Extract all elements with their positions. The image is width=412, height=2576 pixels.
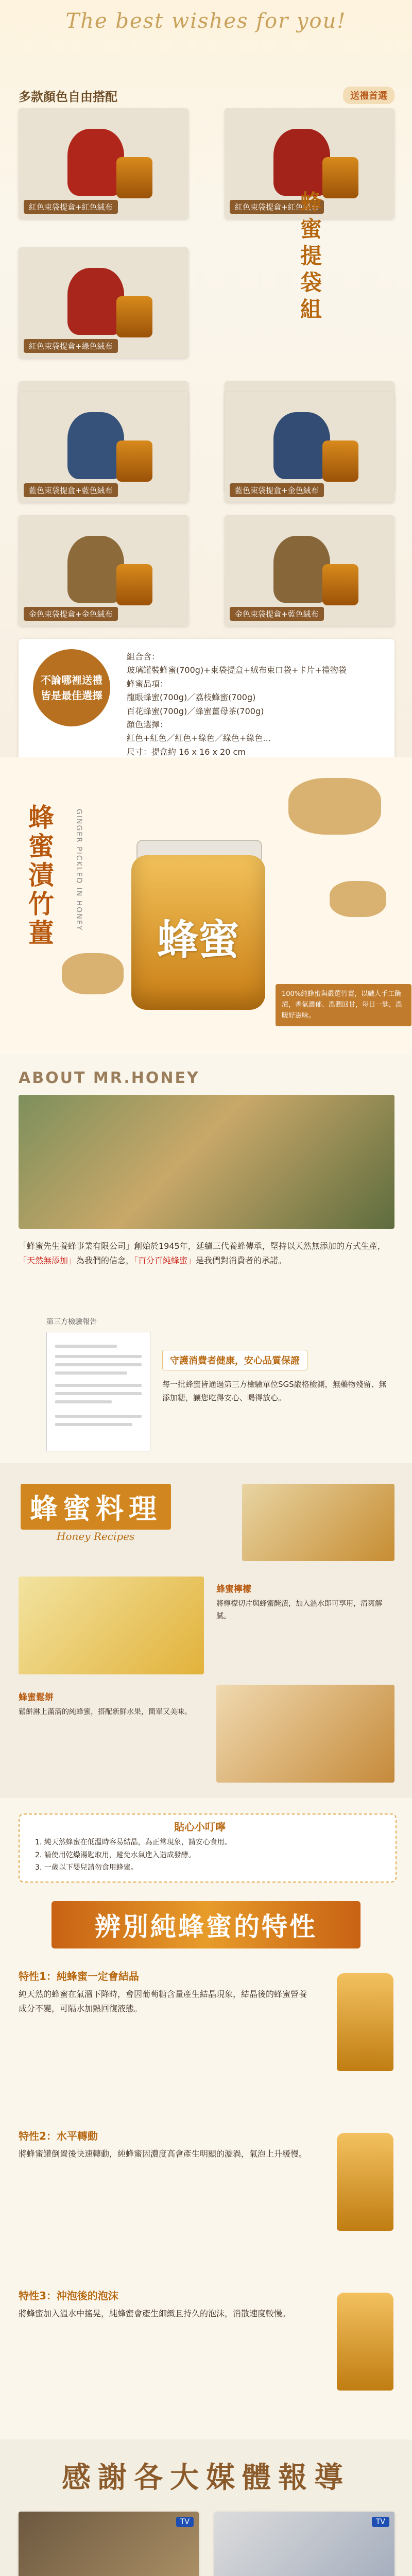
recipe-heading: 蜂蜜檸檬	[216, 1584, 251, 1595]
gift-badge: 送禮首選	[343, 87, 394, 104]
ginger-subtitle: GINGER PICKLED IN HONEY	[75, 809, 83, 931]
media-tv-still	[214, 2512, 394, 2576]
cert-label: 第三方檢驗報告	[46, 1318, 97, 1326]
honey-bottle-image	[337, 1973, 393, 2071]
honey-jar-image	[116, 296, 152, 337]
about-text-part: 為我們的信念，	[76, 1256, 134, 1265]
color-card-label: 紅色束袋提盒+紅色絨布	[230, 200, 324, 214]
color-card-label: 紅色束袋提盒+綠色絨布	[24, 339, 118, 353]
recipe-photo	[242, 1484, 394, 1561]
spec-item: 紅色+紅色／紅色+綠色／綠色+綠色…	[127, 733, 271, 743]
spec-item: 蜂蜜品項：	[127, 679, 168, 689]
recipe-text: 將檸檬切片與蜂蜜醃漬，加入溫水即可享用，清爽解膩。	[216, 1600, 382, 1620]
about-text	[19, 1239, 394, 1268]
recipes-title: 蜂蜜料理	[21, 1484, 171, 1530]
tv-logo: TV	[176, 2517, 194, 2527]
honey-jar-image	[116, 440, 152, 482]
about-highlight: 「天然無添加」	[19, 1256, 77, 1265]
color-card	[19, 515, 188, 626]
recipe-photo	[216, 1685, 394, 1783]
media-tv-still	[19, 2512, 199, 2576]
color-card	[19, 108, 188, 219]
spec-item: 百花蜂蜜(700g)／蜂蜜薑母茶(700g)	[127, 706, 264, 716]
about-text-part: 是我們對消費者的承諾。	[196, 1256, 287, 1265]
recipe-heading: 蜂蜜鬆餅	[19, 1692, 54, 1703]
honey-bottle-image	[337, 2293, 393, 2391]
recipes-section	[0, 1463, 412, 1798]
tip-item: 3. 一歲以下嬰兒請勿食用蜂蜜。	[35, 1863, 138, 1872]
color-card	[225, 515, 394, 626]
tips-identify-section	[0, 1798, 412, 2439]
jar-label-text: 蜂蜜	[157, 916, 239, 964]
spec-circle-text: 不論哪裡送禮 皆是最佳選擇	[41, 674, 102, 702]
gift-bag-image	[67, 536, 124, 603]
gift-bag-image	[67, 268, 124, 335]
gift-set-title-box	[225, 180, 394, 335]
recipe-photo	[19, 1577, 204, 1674]
gift-bag-image	[67, 129, 124, 196]
spec-item: 組合含：	[127, 652, 160, 662]
gift-bag-image	[273, 536, 330, 603]
recipe-text: 鬆餅淋上滿滿的純蜂蜜，搭配新鮮水果，簡單又美味。	[19, 1708, 192, 1716]
ginger-note: 100%純蜂蜜與嚴選竹薑，以職人手工醃漬，香氣濃郁、溫潤回甘，每日一匙，溫暖好滋味。	[276, 984, 411, 1026]
tv-logo: TV	[372, 2517, 389, 2527]
color-options-section	[0, 0, 412, 757]
gift-bag-image	[273, 412, 330, 479]
honey-bottle-image	[337, 2133, 393, 2231]
color-card	[225, 392, 394, 502]
gift-set-title: 蜂蜜提袋組	[297, 191, 322, 325]
identify-heading: 特性2：水平轉動	[19, 2130, 98, 2142]
spec-item: 顏色選擇：	[127, 719, 168, 730]
honey-jar-image	[322, 564, 358, 605]
color-card-label: 藍色束袋提盒+金色絨布	[230, 483, 324, 497]
media-title: 感謝各大媒體報導	[62, 2461, 350, 2495]
honey-jar-image	[116, 564, 152, 605]
media-section	[0, 2439, 412, 2576]
spec-item: 龍眼蜂蜜(700g)／荔枝蜂蜜(700g)	[127, 692, 256, 703]
color-card-label: 金色束袋提盒+金色絨布	[24, 607, 118, 621]
recipes-subtitle: Honey Recipes	[57, 1530, 135, 1543]
about-section	[0, 1054, 412, 1463]
ginger-root-image	[288, 778, 381, 835]
spec-item: 玻璃罐裝蜂蜜(700g)+束袋提盒+絨布束口袋+卡片+禮物袋	[127, 665, 347, 675]
script-title: The best wishes for you!	[65, 9, 347, 33]
color-card	[19, 247, 188, 358]
gift-bag-image	[67, 412, 124, 479]
identify-title: 辨別純蜂蜜的特性	[52, 1901, 360, 1948]
section-subhead: 多款顏色自由搭配	[19, 90, 117, 104]
honey-jar-image	[116, 157, 152, 198]
apiary-photo	[19, 1095, 394, 1229]
about-text-part: 「蜂蜜先生養蜂事業有限公司」創始於1945年，延續三代養蜂傳承，堅持以天然無添加的方式生產，	[19, 1241, 386, 1251]
spec-item: 尺寸：提盒約 16 x 16 x 20 cm	[127, 747, 246, 757]
about-highlight: 「百分百純蜂蜜」	[134, 1256, 196, 1265]
identify-heading: 特性1：純蜂蜜一定會結晶	[19, 1970, 139, 1982]
tips-box	[19, 1814, 397, 1883]
color-card	[19, 392, 188, 502]
guard-banner: 守護消費者健康，安心品質保證	[162, 1350, 307, 1370]
tip-item: 2. 請使用乾燥湯匙取用，避免水氣進入造成發酵。	[35, 1851, 196, 1859]
spec-list	[127, 650, 384, 773]
ginger-title: 蜂蜜漬竹薑	[24, 804, 54, 948]
identify-text: 將蜂蜜罐倒置後快速轉動，純蜂蜜因濃度高會產生明顯的漩渦，氣泡上升緩慢。	[19, 2149, 307, 2159]
ginger-root-image	[62, 953, 124, 994]
identify-heading: 特性3：沖泡後的泡沫	[19, 2290, 118, 2302]
about-title: ABOUT MR.HONEY	[19, 1069, 200, 1087]
guard-text: 每一批蜂蜜皆通過第三方檢驗單位SGS嚴格檢測，無藥物殘留、無添加糖，讓您吃得安心、喝得放心。	[162, 1380, 387, 1402]
spec-circle-badge	[33, 649, 110, 726]
color-card-label: 金色束袋提盒+藍色絨布	[230, 607, 324, 621]
honey-jar-image	[322, 440, 358, 482]
color-card-label: 紅色束袋提盒+紅色絨布	[24, 200, 118, 214]
identify-text: 將蜂蜜加入溫水中搖晃，純蜂蜜會產生細緻且持久的泡沫，消散速度較慢。	[19, 2309, 291, 2318]
identify-text: 純天然的蜂蜜在氣溫下降時，會因葡萄糖含量產生結晶現象，結晶後的蜂蜜營養成分不變，可隔水加熱回復液態。	[19, 1989, 307, 2013]
tips-heading: 貼心小叮嚀	[174, 1821, 226, 1833]
tip-item: 1. 純天然蜂蜜在低溫時容易結晶，為正常現象，請安心食用。	[35, 1838, 232, 1846]
tips-list	[35, 1836, 232, 1874]
ginger-root-image	[330, 881, 386, 917]
ginger-product-section	[0, 757, 412, 1054]
color-card-label: 藍色束袋提盒+藍色絨布	[24, 483, 118, 497]
inspection-report-image	[46, 1332, 150, 1451]
